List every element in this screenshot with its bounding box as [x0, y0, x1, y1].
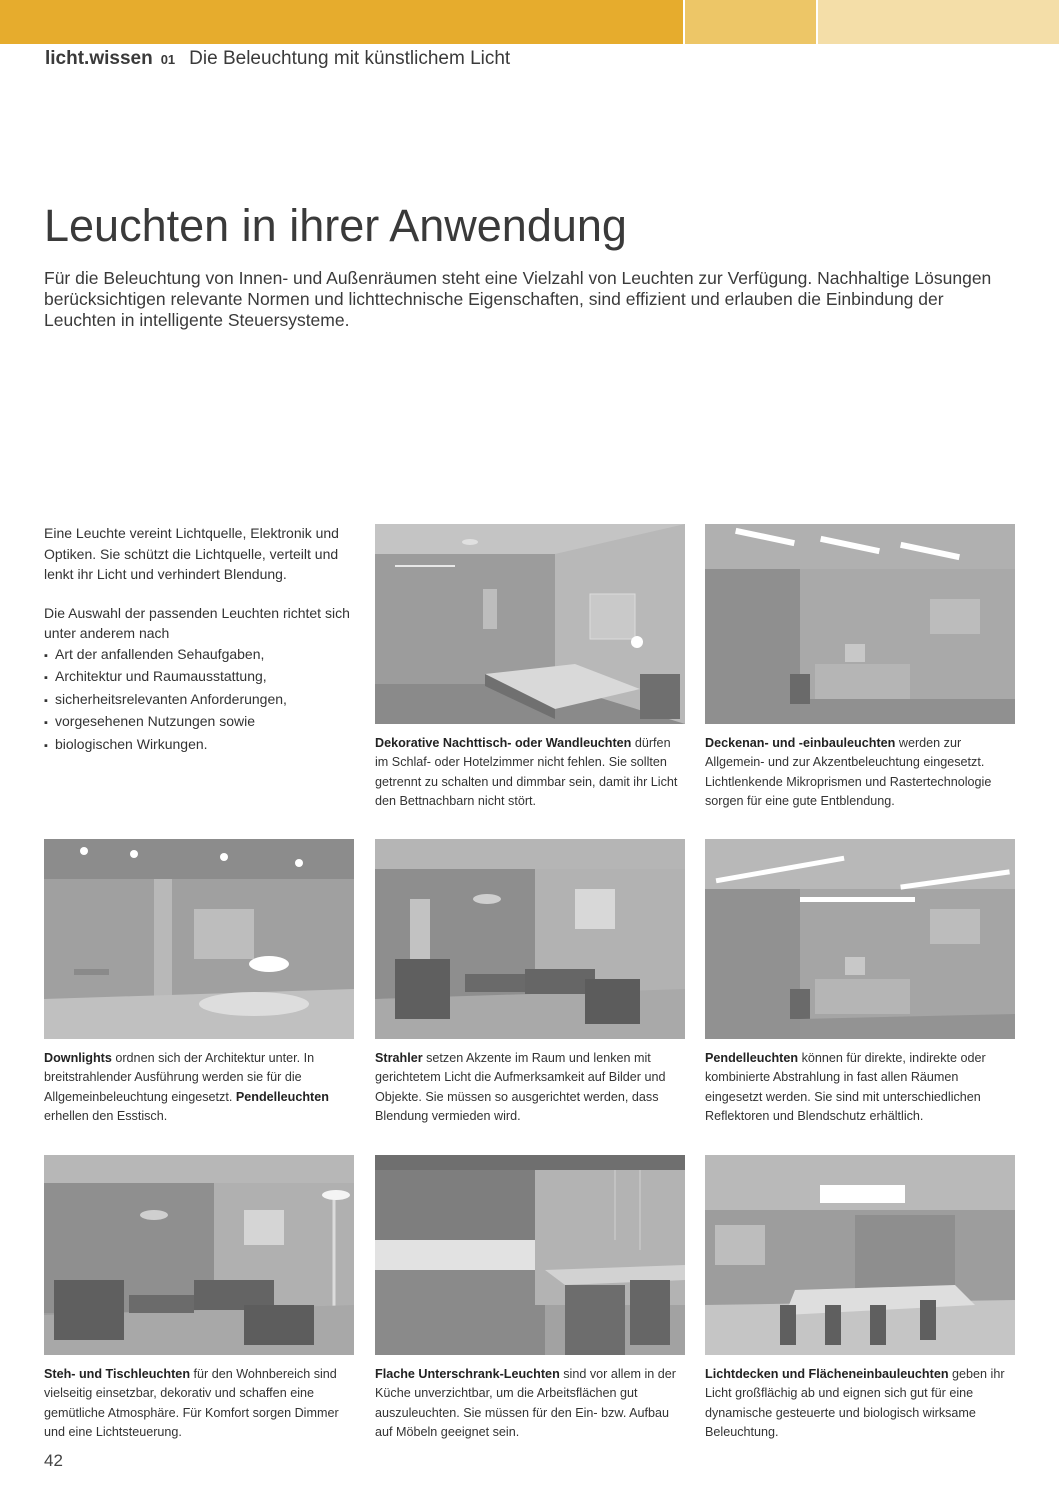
card-pendants [705, 839, 1015, 1126]
bullet-icon: ▪ [44, 649, 48, 662]
downlights-illustration [44, 839, 354, 1039]
spotlights-illustration [375, 839, 685, 1039]
left-paragraph-1: Eine Leuchte vereint Lichtquelle, Elektronik und Optiken. Sie schützt die Lichtquelle, verteilt und lenkt ihr Licht und verhindert Blendung. [44, 525, 339, 582]
card-caption: Strahler setzen Akzente im Raum und lenken mit gerichtetem Licht die Aufmerksamkeit auf Bilder und Objekte. Sie müssen so ausgerichtet werden, dass Blendung vermieden wird. [375, 1051, 666, 1123]
card-downlights [44, 839, 354, 1126]
page-number: 42 [44, 1451, 63, 1470]
top-band-light [818, 0, 1059, 44]
intro-paragraph: Für die Beleuchtung von Innen- und Außenräumen steht eine Vielzahl von Leuchten zur Verfügung. Nachhaltige Lösungen berücksichtigen relevante Normen und lichttechnische Eigenschaften, sind effizient und erlauben die Einbindung der Leuchten in intelligente Steuersysteme. [44, 268, 992, 330]
floor-lamps-illustration [44, 1155, 354, 1355]
list-item: ▪ biologischen Wirkungen. [44, 734, 359, 757]
card-caption: Flache Unterschrank-Leuchten sind vor allem in der Küche unverzichtbar, um die Arbeitsflächen gut auszuleuchten. Sie müssen für den Ein- bzw. Aufbau auf Möbeln geeignet sein. [375, 1367, 676, 1439]
left-paragraph-2: Die Auswahl der passenden Leuchten richtet sich unter anderem nach [44, 604, 350, 641]
bullet-icon: ▪ [44, 717, 48, 729]
card-floor-lamps [44, 1155, 354, 1442]
header-number: 01 [160, 52, 176, 67]
list-item: ▪ sicherheitsrelevanten Anforderungen, [44, 689, 359, 712]
bullet-icon: ▪ [44, 672, 48, 684]
bedroom-illustration [375, 524, 685, 724]
kitchen-illustration [375, 1155, 685, 1355]
header-subtitle: Die Beleuchtung mit künstlichem Licht [189, 48, 511, 69]
card-kitchen [375, 1155, 685, 1442]
card-luminous-ceiling [705, 1155, 1015, 1442]
left-column [44, 523, 359, 756]
card-caption: Steh- und Tischleuchten für den Wohnbereich sind vielseitig einsetzbar, dekorativ und schaffen eine gemütliche Atmosphäre. Für Komfort sorgen Dimmer und eine Lichtsteuerung. [44, 1367, 339, 1439]
pendants-illustration [705, 839, 1015, 1039]
bullet-icon: ▪ [44, 739, 48, 752]
card-caption: Downlights ordnen sich der Architektur unter. In breitstrahlender Ausführung werden sie für die Allgemeinbeleuchtung eingesetzt. Pendelleuchten erhellen den Esstisch. [44, 1051, 329, 1123]
list-item: ▪ Art der anfallenden Sehaufgaben, [44, 644, 359, 667]
office-ceiling-illustration [705, 524, 1015, 724]
card-caption: Dekorative Nachttisch- oder Wandleuchten dürfen im Schlaf- oder Hotelzimmer nicht fehlen. Sie sollten getrennt zu schalten und dimmbar sein, damit ihr Licht den Bettnachbarn nicht stört. [375, 736, 678, 808]
card-office-ceiling [705, 524, 1015, 811]
luminous-ceiling-illustration [705, 1155, 1015, 1355]
card-caption: Lichtdecken und Flächeneinbauleuchten geben ihr Licht großflächig ab und eignen sich gut für eine dynamische gesteuerte und biologisch wirksame Beleuchtung. [705, 1367, 1005, 1439]
card-caption: Pendelleuchten können für direkte, indirekte oder kombinierte Abstrahlung in fast allen Räumen eingesetzt werden. Sie sind mit unterschiedlichen Reflektoren und Blendschutz erhältlich. [705, 1051, 986, 1123]
card-caption: Deckenan- und -einbauleuchten werden zur Allgemein- und zur Akzentbeleuchtung eingesetzt. Lichtlenkende Mikroprismen und Rastertechnologie sorgen für eine gute Entblendung. [705, 736, 992, 808]
list-item: ▪ Architektur und Raumausstattung, [44, 666, 359, 689]
bullet-icon: ▪ [44, 694, 48, 707]
top-band-mid [685, 0, 816, 44]
list-item: ▪ vorgesehenen Nutzungen sowie [44, 711, 359, 734]
running-header [45, 48, 510, 70]
page-title: Leuchten in ihrer Anwendung [44, 200, 627, 251]
criteria-list [44, 644, 359, 757]
header-brand: licht.wissen [45, 48, 153, 69]
card-bedroom [375, 524, 685, 811]
top-band-dark [0, 0, 683, 44]
card-spotlights [375, 839, 685, 1126]
